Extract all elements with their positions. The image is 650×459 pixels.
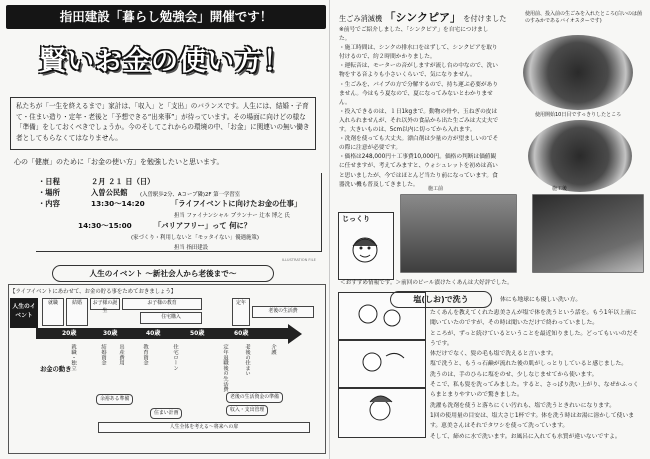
wash-article — [430, 308, 642, 442]
sinkpia-paragraph: ・施工時間は、シンクの排水口をはずして、シンクピアを取り付けるので、約２時間かかりました。 — [339, 45, 498, 61]
life-events-note: 【ライフイベントにあわせて、お金の貯る事をためておきましょう】 — [10, 289, 177, 295]
wash-paragraph: 1回の使用量の目安は、塩大さじ1杯です。体を洗う時はお湯に溶かして使います。恵美さんはそれでタワシを使って洗っています。 — [430, 412, 635, 430]
session1-speaker: 担当 ファイナンシャル プランナー 辻本 博之 氏 — [174, 213, 290, 219]
photo-caption-top: 使用前、投入前の生ごみを入れたところ(白いのは菌のすみかであるバイオスターです) — [525, 11, 642, 24]
pill-kanri: 収入・支出管理 — [226, 405, 268, 416]
after-caption: 施工後 — [552, 186, 568, 192]
sinkpia-title — [339, 9, 506, 25]
event-box-kekkon: 結婚 — [66, 298, 88, 326]
place-note: (入曽駅歩2分、Aコープ隣)2F 第一学習室 — [140, 192, 241, 198]
wash-paragraph: 洗うのは、手のひらに塩をのせ、少しなじませてから使います。 — [430, 371, 598, 378]
age-40: 40歳 — [146, 330, 161, 337]
page-fold — [329, 0, 330, 459]
item-kyoiku: 教育資金 — [142, 344, 148, 366]
session2-title: 「バリアフリー」って 何に？ — [154, 221, 252, 230]
item-shussan: 出産費用 — [118, 344, 124, 366]
bucket-photo-top — [523, 35, 633, 110]
session2-time: 14:30～15:00 — [78, 221, 132, 230]
session2-speaker: 担当 指田建設 — [174, 245, 209, 251]
item-rougo: 老後の住まい — [244, 344, 250, 376]
sinkpia-paragraph: ・投入できるのは、１日1kgまで。動物の骨や、玉ねぎの皮は入れられませんが、それ以外の食品から出た生ごみは大丈夫です。大きいものは、5cm以内に切ってから入れます。 — [339, 108, 499, 134]
event-box-kyoiku: お子様の教育 — [122, 298, 202, 310]
sinkpia-paragraph: ・洗剤を使っても大丈夫。漂白剤は少量の方が望ましいのでその際に注意が必要です。 — [339, 136, 499, 152]
event-details — [36, 173, 322, 252]
wash-title: 塩(しお)で洗う — [390, 291, 492, 308]
illustration-credit: ILLUSTRATION FILE — [282, 258, 316, 262]
wash-paragraph: 塩で洗うと、もうっ石鹸が流れた後の肌がしっとりしていると感じました。 — [430, 361, 628, 368]
pill-junbi: 余裕ある準備 — [96, 394, 133, 405]
sinkpia-paragraph: ・運転音は、モーターの音がしますが流し台の中なので、洗い物をする音よりも小さいくらいで、気になりません。 — [339, 63, 498, 79]
item-kaigo: 介護 — [270, 344, 276, 355]
age-30: 30歳 — [103, 330, 118, 337]
place-value: 入曽公民館 — [91, 188, 128, 197]
wash-paragraph: そこで、私も髪を洗ってみました。すると、さっぱり洗い上がり、なぜかふっくらまとまりやすいので驚きました。 — [430, 382, 639, 399]
item-jutaku: 住宅ローン — [172, 344, 178, 371]
before-caption: 施工前 — [428, 186, 444, 192]
item-shushoku: 就職・独立 — [70, 344, 76, 371]
sinkpia-paragraph: ・価格は248,000円＋工事費10,000円。価格の判断は価値観に任せますが、考えてみますと、ウォシュレットを初めは高いと思いましたが、今ではほとんど当たり前になっています。食器洗い機も普及してきました。 — [339, 154, 498, 188]
content-label: ・内容 — [38, 199, 60, 208]
timeline-arrow-icon — [288, 324, 302, 344]
session1-title: 「ライフイベントに向けたお金の仕事」 — [171, 199, 302, 208]
before-photo — [400, 194, 517, 273]
wash-paragraph: たくあんを教えてくれた恵美さんが塩で体を洗うという話を。もう1年以上前に聞いていたのですが、その時は聞いただけで終わっていました。 — [430, 310, 637, 327]
session1-time: 13:30～14:20 — [91, 199, 145, 208]
main-title: 賢いお金の使い方！ — [39, 46, 291, 77]
comic-caption: じっくり — [342, 215, 370, 223]
item-kekkon: 結婚資金 — [100, 344, 106, 366]
event-box-tanjo: お子様の誕生 — [90, 298, 120, 310]
after-photo — [532, 194, 644, 273]
place-label: ・場所 — [38, 188, 60, 197]
intro-text: 私たちが「一生を終えるまで」家計は、「収入」と「支出」のバランスです。人生には、結婚・子育て・住まい造り・定年・老後と「予想できる“出来事”」が待っています。その場面に向けどの様な「準備」をしておくべきでしょうか。今のそしてこれからの環境の中、「お金」に関連いの無い働き者としてもらなくてはなりません。 — [16, 102, 310, 142]
item-teinen: 定年退職後の生活費 — [222, 344, 228, 392]
intro-box — [10, 97, 316, 150]
event-box-jutaku: 住宅購入 — [140, 312, 202, 324]
life-events-title: 人生のイベント ～新社会人から老後まで～ — [52, 265, 274, 282]
wash-paragraph: そして、締めに水で洗います。お風呂に入れても水質が違いないですよ。 — [430, 433, 621, 440]
money-flow-side-label: お金の動き — [40, 366, 72, 373]
sinkpia-paragraph: ※前号でご紹介しました、「シンクピア」を自宅につけました。 — [339, 27, 489, 43]
sinkpia-article — [339, 26, 499, 190]
future-plan-box: 人生全体を考える～将来への扉 — [98, 422, 310, 433]
comic-figures-icon — [350, 298, 410, 428]
event-banner: 指田建設「暮らし勉強会」開催です！ — [6, 5, 326, 29]
session2-subtitle: (家づくり・利用しないと「モッタイない」優遇施策) — [131, 235, 259, 241]
age-50: 50歳 — [190, 330, 205, 337]
comic-character-icon — [342, 232, 388, 274]
life-events-side-label: 人生のイベント — [10, 298, 38, 328]
pill-sumai: 住まい計画 — [150, 408, 182, 419]
age-20: 20歳 — [62, 330, 77, 337]
wash-paragraph: 洗濯も洗剤を使うと落ちにくい汚れも、塩で洗うときれいになります。 — [430, 402, 616, 409]
wash-paragraph: ところが、ずっと続けているということを最近知りました。どってもいいのだそうです。 — [430, 330, 639, 347]
event-box-shushoku: 就職 — [42, 298, 64, 326]
photo-caption-bottom: 使用開始10日目ですっきりしたところ — [535, 112, 622, 118]
sinkpia-title-suffix: を付けました — [463, 14, 507, 23]
wash-info: ＜おすすめ情報です。＞前回のビール漬けたくあんは大好評でした。 — [340, 280, 513, 286]
event-box-teinen: 定年 — [232, 298, 250, 326]
date-label: ・日程 — [38, 177, 60, 186]
event-box-rougo: 老後の生活費 — [252, 306, 314, 318]
sinkpia-title-name: 「シンクピア」 — [384, 11, 461, 24]
pill-rougo-shikin: 老後の生活資金の準備 — [226, 392, 283, 403]
sinkpia-paragraph: ・生ごみを、パイプの方で分解するので、持ち運ぶ必要がありません。今はもう夏なので、夏になってみないとわかりません。 — [339, 81, 498, 106]
wash-subtitle: 体にも地球にも優しい洗い方。 — [500, 297, 582, 303]
wash-paragraph: 体だけでなく、髪の毛も塩で洗えると言います。 — [430, 351, 557, 358]
sinkpia-title-prefix: 生ごみ消滅機 — [339, 14, 383, 23]
bucket-photo-bottom — [528, 120, 632, 192]
date-value: ２月 ２１ 日（日） — [91, 177, 155, 186]
age-60: 60歳 — [234, 330, 249, 337]
intro-lead: 心の「健康」のために「お金の使い方」を勉強したいと思います。 — [14, 158, 224, 166]
